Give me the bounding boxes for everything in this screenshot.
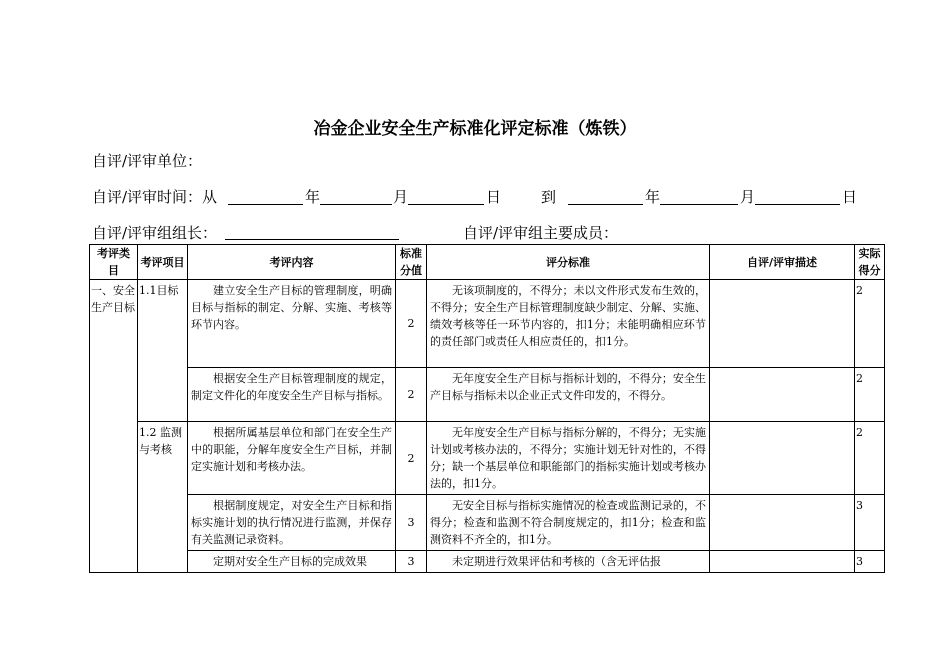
description-cell[interactable]	[710, 280, 855, 368]
leader-blank[interactable]	[225, 239, 399, 240]
content-cell: 建立安全生产目标的管理制度，明确目标与指标的制定、分解、实施、考核等环节内容。	[188, 280, 396, 368]
score-cell: 3	[396, 495, 427, 551]
header-score: 标准分值	[396, 245, 427, 280]
content-cell: 根据安全生产目标管理制度的规定，制定文件化的年度安全生产目标与指标。	[188, 368, 396, 422]
table-header-row	[90, 245, 885, 280]
criteria-cell: 未定期进行效果评估和考核的（含无评估报	[427, 551, 710, 573]
description-cell[interactable]	[710, 551, 855, 573]
criteria-cell: 无年度安全生产目标与指标计划的，不得分；安全生产目标与指标未以企业正式文件印发的，不得分。	[427, 368, 710, 422]
start-day-blank[interactable]	[408, 204, 484, 205]
end-month-blank[interactable]	[660, 204, 738, 205]
leader-label: 自评/评审组组长：	[92, 224, 218, 242]
content-cell: 根据制度规定，对安全生产目标和指标实施计划的执行情况进行监测，并保存有关监测记录资料。	[188, 495, 396, 551]
evaluation-table	[89, 244, 885, 573]
category-cell: 一、安全生产目标	[90, 280, 138, 573]
header-criteria: 评分标准	[427, 245, 710, 280]
description-cell[interactable]	[710, 422, 855, 495]
header-category: 考评类目	[90, 245, 138, 280]
score-cell: 3	[396, 551, 427, 573]
start-month-blank[interactable]	[320, 204, 392, 205]
score-cell: 2	[396, 368, 427, 422]
table-row	[90, 551, 885, 573]
document-title: 冶金企业安全生产标准化评定标准（炼铁）	[313, 119, 637, 139]
header-description: 自评/评审描述	[710, 245, 855, 280]
start-day-label: 日	[486, 188, 502, 206]
header-item: 考评项目	[138, 245, 188, 280]
unit-label: 自评/评审单位：	[92, 152, 203, 170]
start-year-label: 年	[305, 188, 321, 206]
start-month-label: 月	[393, 188, 409, 206]
score-cell: 2	[396, 280, 427, 368]
content-cell: 根据所属基层单位和部门在安全生产中的职能，分解年度安全生产目标，并制定实施计划和考核办法。	[188, 422, 396, 495]
to-label: 到	[541, 188, 557, 206]
header-content: 考评内容	[188, 245, 396, 280]
item-cell: 1.1目标	[138, 280, 188, 422]
header-actual: 实际得分	[855, 245, 885, 280]
time-label: 自评/评审时间：从	[92, 188, 218, 206]
actual-score-cell[interactable]: 2	[855, 280, 885, 368]
end-month-label: 月	[740, 188, 756, 206]
table-row	[90, 495, 885, 551]
end-year-blank[interactable]	[568, 204, 643, 205]
end-day-label: 日	[842, 188, 858, 206]
table-row	[90, 422, 885, 495]
item-cell: 1.2 监测与考核	[138, 422, 188, 573]
end-day-blank[interactable]	[755, 204, 840, 205]
start-year-blank[interactable]	[228, 204, 303, 205]
content-cell: 定期对安全生产目标的完成效果	[188, 551, 396, 573]
criteria-cell: 无年度安全生产目标与指标分解的，不得分；无实施计划或考核办法的，不得分；实施计划无针对性的，不得分；缺一个基层单位和职能部门的指标实施计划或考核办法的，扣1分。	[427, 422, 710, 495]
description-cell[interactable]	[710, 368, 855, 422]
description-cell[interactable]	[710, 495, 855, 551]
actual-score-cell[interactable]: 3	[855, 495, 885, 551]
actual-score-cell[interactable]: 3	[855, 551, 885, 573]
score-cell: 2	[396, 422, 427, 495]
end-year-label: 年	[645, 188, 661, 206]
criteria-cell: 无该项制度的，不得分；未以文件形式发布生效的，不得分；安全生产目标管理制度缺少制定、分解、实施、绩效考核等任一环节内容的，扣1分；未能明确相应环节的责任部门或责任人相应责任的，扣1分。	[427, 280, 710, 368]
actual-score-cell[interactable]: 2	[855, 368, 885, 422]
members-label: 自评/评审组主要成员：	[463, 224, 619, 242]
actual-score-cell[interactable]: 2	[855, 422, 885, 495]
table-row	[90, 280, 885, 368]
table-row	[90, 368, 885, 422]
criteria-cell: 无安全目标与指标实施情况的检查或监测记录的，不得分；检查和监测不符合制度规定的，扣1分；检查和监测资料不齐全的，扣1分。	[427, 495, 710, 551]
